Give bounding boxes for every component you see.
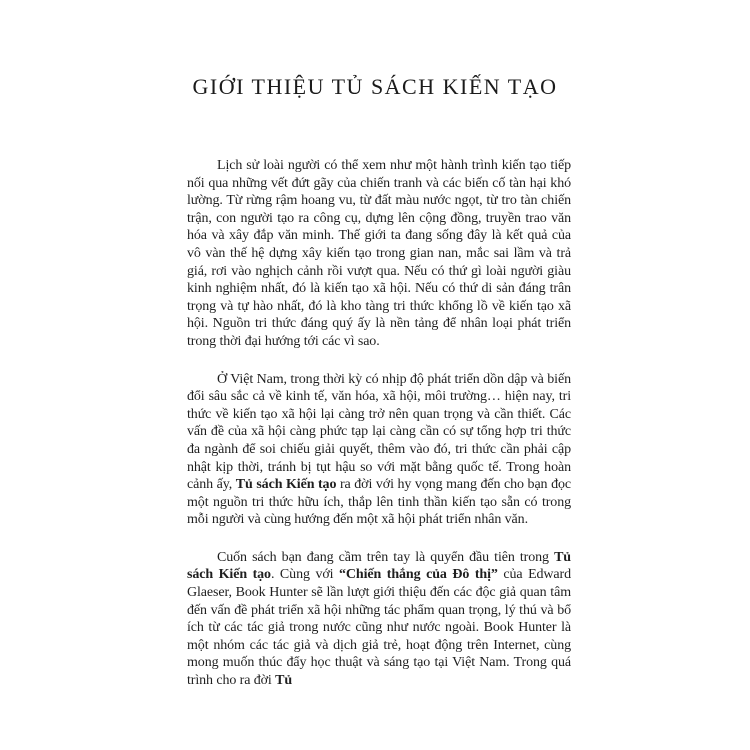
text-segment: Cuốn sách bạn đang cầm trên tay là quyển đầu tiên trong	[217, 549, 555, 565]
page-body	[187, 157, 571, 690]
paragraph	[187, 157, 571, 351]
text-segment: . Cùng với	[270, 567, 340, 583]
bold-text-segment: Tủ sách Kiến tạo	[187, 549, 571, 583]
text-segment: của Edward Glaeser, Book Hunter sẽ lần lượt giới thiệu đến các độc giả quan tâm đến vấn đề phát triển xã hội những tác phẩm quan trọng, lý thú và bổ ích từ các tác giả trong nước cũng như nước ngoài. Book Hunter là một nhóm các tác giả và dịch giả trẻ, hoạt động trên Internet, cùng mong muốn thúc đẩy học thuật và sáng tạo tại Việt Nam. Trong quá trình cho ra đời	[187, 567, 572, 689]
bold-text-segment: “Chiến thắng của Đô thị”	[339, 567, 498, 583]
bold-text-segment: Tủ sách Kiến tạo	[235, 477, 337, 493]
text-segment: Ở Việt Nam, trong thời kỳ có nhịp độ phát triển dồn dập và biến đổi sâu sắc cả về kinh tế, văn hóa, xã hội, môi trường… hiện nay, tri thức về kiến tạo xã hội lại càng trở nên quan trọng và cần thiết. Các vấn đề của xã hội càng phức tạp lại càng cần có sự tổng hợp tri thức đa ngành để soi chiếu giải quyết, thêm vào đó, tri thức cần phải cập nhật kịp thời, tránh bị tụt hậu so với mặt bằng quốc tế. Trong hoàn cảnh ấy,	[187, 371, 571, 493]
page-title: GIỚI THIỆU TỦ SÁCH KIẾN TẠO	[192, 74, 558, 99]
text-segment: ra đời với hy vọng mang đến cho bạn đọc một nguồn tri thức hữu ích, thắp lên tinh thần kiến tạo sẵn có trong mỗi người và cùng hướng đến một xã hội phát triển nhân văn.	[187, 477, 571, 528]
bold-text-segment: Tủ	[275, 673, 293, 689]
paragraph	[187, 371, 571, 529]
paragraph	[187, 549, 571, 690]
text-segment: Lịch sử loài người có thể xem như một hành trình kiến tạo tiếp nối qua những vết đứt gãy của chiến tranh và các biến cố tàn hại khó lường. Từ rừng rậm hoang vu, từ đất màu nước ngọt, từ tro tàn chiến trận, con người tạo ra công cụ, dựng lên cộng đồng, truyền trao văn hóa và xây đắp văn minh. Thế giới ta đang sống đây là kết quả của vô vàn thế hệ dựng xây kiến tạo trong gian nan, mắc sai lầm và trả giá, rơi vào nghịch cảnh rồi vượt qua. Nếu có thứ gì loài người giàu kinh nghiệm nhất, đó là kiến tạo xã hội. Nếu có thứ di sản đáng trân trọng và tự hào nhất, đó là kho tàng tri thức khổng lồ về kiến tạo xã hội. Nguồn tri thức đáng quý ấy là nền tảng để nhân loại phát triển trong thời đại hướng tới các vì sao.	[187, 158, 571, 349]
